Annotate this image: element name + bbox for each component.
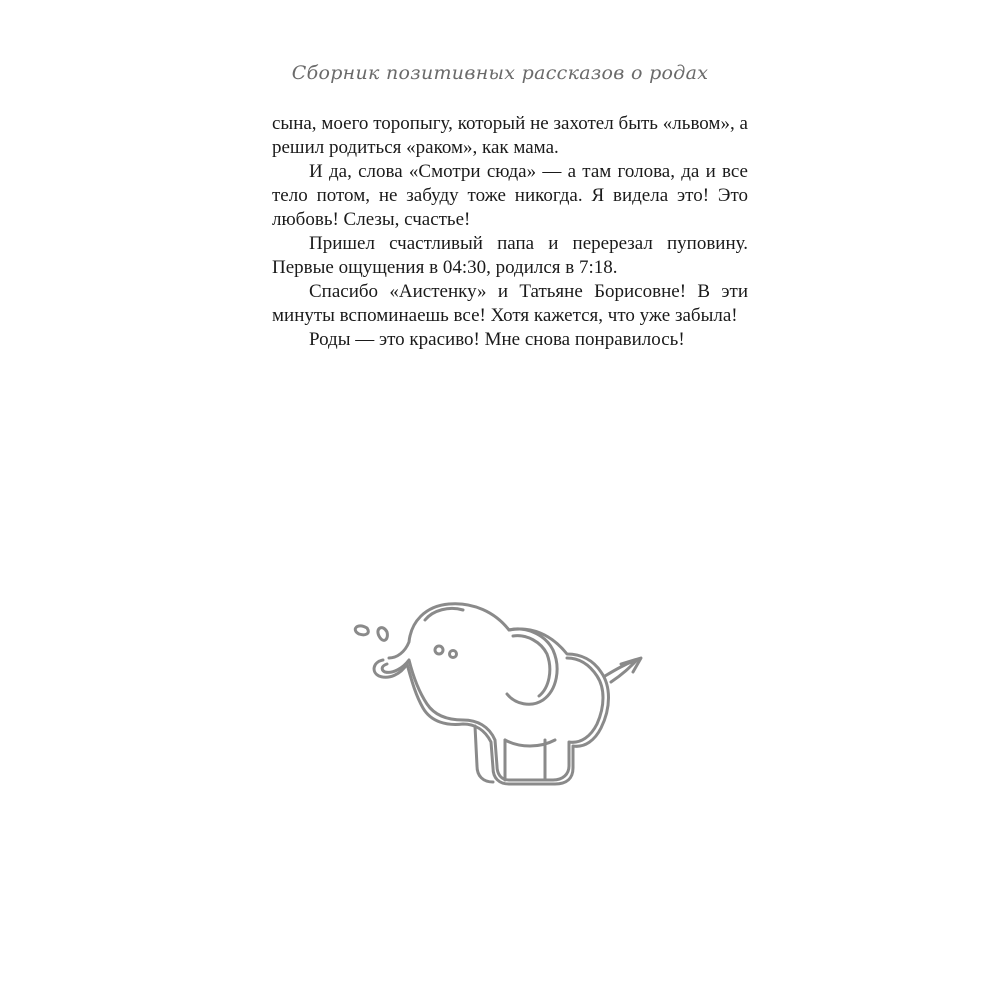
eye-shape bbox=[450, 651, 457, 658]
ear-shape bbox=[513, 636, 550, 696]
water-drop-shape bbox=[355, 626, 368, 635]
elephant-outline-shape bbox=[374, 604, 608, 784]
body-text bbox=[272, 112, 748, 352]
paragraph: Спасибо «Аистенку» и Татьяне Борисовне! В эти минуты вспоминаешь все! Хотя кажется, что уже забыла! bbox=[272, 281, 748, 326]
water-drop-shape bbox=[378, 628, 387, 641]
elephant-icon bbox=[345, 590, 655, 805]
paragraph: Пришел счастливый папа и перерезал пуповину. Первые ощущения в 04:30, родился в 7:18. bbox=[272, 233, 748, 278]
paragraph: И да, слова «Смотри сюда» — а там голова, да и все тело потом, не забуду тоже никогда. Я видела это! Это любовь! Слезы, счастье! bbox=[272, 161, 748, 230]
eye-shape bbox=[435, 646, 443, 654]
paragraph: Роды — это красиво! Мне снова понравилось! bbox=[309, 329, 685, 350]
belly-shape bbox=[505, 740, 555, 746]
running-header: Сборник позитивных рассказов о родах bbox=[291, 62, 709, 84]
paragraph: сына, моего торопыгу, который не захотел быть «львом», а решил родиться «раком», как мама. bbox=[272, 113, 748, 158]
